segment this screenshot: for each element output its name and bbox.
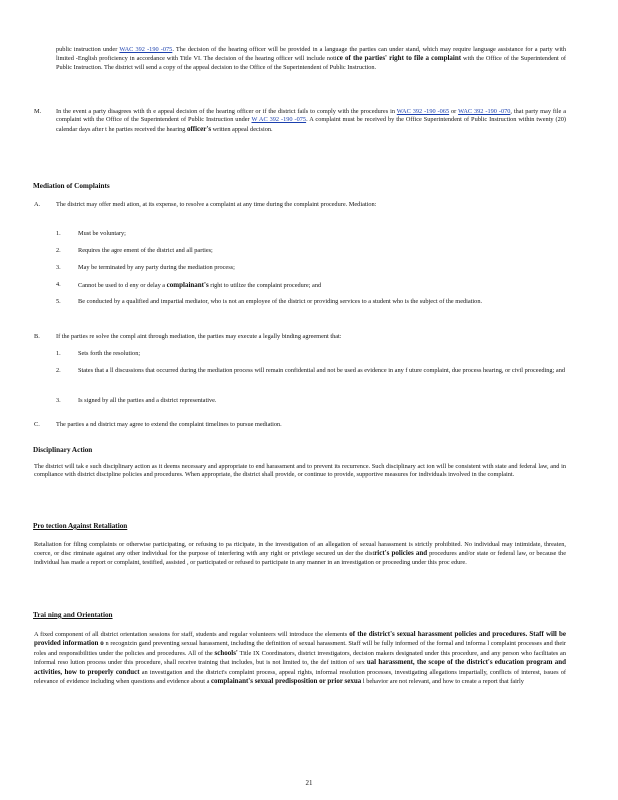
text-run: rict's policies and (374, 549, 428, 558)
mediation-heading: Mediation of Complaints (33, 182, 110, 190)
item-number: 1. (56, 350, 61, 357)
item-text: Is signed by all the parties and a district representative. (78, 397, 217, 404)
item-text: Must be voluntary; (78, 230, 126, 237)
text-run: complainant's (166, 281, 209, 289)
item-text: The district may offer medi ation, at its expense, to resolve a complaint at any time during the complaint procedure. Mediation: (56, 201, 377, 208)
text-run: schools' (214, 648, 238, 657)
text-run: l behavior are not relevant, and how to create a report that fairly (361, 678, 524, 686)
text-run: . The decision of the hearing officer will be provided in a language the parties can under stand, which may require language assistance for a party with limited -English proficiency in accordance with Title VI. The decision of the hearing officer will include noti (56, 46, 566, 63)
item-text: If the parties re solve the compl aint through mediation, the parties may execute a legally binding agreement that: (56, 333, 342, 340)
wac-link[interactable]: W AC 392 -190 -075 (251, 116, 307, 124)
item-number: 3. (56, 264, 61, 271)
item-text: States that a ll discussions that occurred during the mediation process will remain confidential and not be used as evidence in any f uture complaint, due process hearing, or civil proceeding; and (78, 367, 565, 374)
item-text: The parties a nd district may agree to extend the complaint timelines to pursue mediation. (56, 421, 282, 428)
text-run: procedures and/or state or federal law, or because the individual has made a report or complaint, testified, assisted , or participated or refused to participate in any manner in an investigation or proceeding under this proc edure. (34, 550, 566, 566)
item-number: 3. (56, 397, 61, 404)
item-text: Sets forth the resolution; (78, 350, 141, 357)
text-run: complainant's sexual predisposition or prior sexua (210, 677, 362, 686)
disciplinary-paragraph: The district will tak e such disciplinary action as it deems necessary and appropriate to end harassment and to prevent its recurrence. Such disciplinary act ion will be consistent with state and federal law, and in compliance with district discipline policies and procedures. When appropriate, the district shall provide, or continue to provide, supportive measures for individuals involved in the complaint. (34, 463, 566, 479)
item-text: May be terminated by any party during the mediation process; (78, 264, 235, 271)
item-label: C. (34, 421, 40, 428)
section-m-text (56, 108, 566, 134)
text-run: written appeal decision. (211, 125, 273, 133)
item-number: 2. (56, 247, 61, 254)
text-run: Retaliation for filing complaints or otherwise participating, or refusing to pa rticipate, in the investigation of an allegation of sexual harassment is strictly prohibited. No individual may intimidate, threaten, coerce, or disc riminate against any other individual for the purpose of interfering with any right or privilege secured un der the dist (34, 541, 566, 558)
hearing-decision-paragraph (56, 46, 566, 72)
training-paragraph (34, 630, 566, 686)
item-number: 2. (56, 367, 61, 374)
text-run: officer's (186, 124, 212, 133)
section-label: M. (34, 108, 42, 115)
retaliation-heading: Pro tection Against Retaliation (33, 522, 128, 530)
text-run: Title IX Coordinators, district investigators, decision makers designated under this procedure, and any person who facilitates an informal reso lution process under this procedure, shall receive training that includes, but is not limited to, the def inition of sex (34, 649, 566, 667)
text-run: ual harassment, the scope of the district's education program and activities, how to properly conduct (34, 658, 566, 676)
disciplinary-heading: Disciplinary Action (33, 446, 93, 454)
text-run: Cannot be used to d eny or delay a (78, 282, 167, 289)
wac-link[interactable]: WAC 392 -190 -065 (396, 108, 450, 115)
text-run: . A complaint must be received by the Office Superintendent of Public Instruction within twenty (20) calendar days after t he parties received the hearing (56, 116, 566, 133)
retaliation-paragraph (34, 541, 566, 567)
item-text: Be conducted by a qualified and impartial mediator, who is not an employee of the district or providing services to a student who is the subject of the mediation. (78, 298, 483, 305)
text-run: or (449, 108, 459, 115)
text-run: of the district's sexual harassment policies and procedures. Staff will be provided information o (34, 630, 566, 648)
text-run: A fixed component of all district orientation sessions for staff, students and regular volunteers will introduce the elements (34, 631, 350, 638)
text-run: ce of the parties' right to file a complaint (336, 54, 462, 63)
item-label: B. (34, 333, 40, 340)
page-number: 21 (305, 779, 313, 787)
training-heading: Trai ning and Orientation (33, 611, 113, 619)
text-run: n recognizin gand preventing sexual harassment, including the definition of sexual harassment. Staff will be fully informed of the formal and informa l complaint processes and their roles and responsibilities under the policies and procedures. All of the (34, 640, 566, 657)
wac-link[interactable]: WAC 392 -190 -070 (458, 108, 511, 115)
item-text: Requires the agre ement of the district and all parties; (78, 247, 213, 254)
text-run: with the Office of the Superintendent of Public Instruction. The district will send a copy of the appeal decision to the Office of the Superintendent of Public Instruction. (56, 55, 566, 71)
item-label: A. (34, 201, 41, 208)
text-run: , that party may file a complaint with the Office of the Superintendent of Public Instruction under (56, 108, 567, 124)
text-run: right to utilize the complaint procedure; and (208, 282, 322, 289)
wac-link[interactable]: WAC 392 -190 -075 (119, 46, 173, 53)
text-run: public instruction under (56, 46, 120, 53)
text-run: an investigation and the district's complaint process, appeal rights, informal resolution processes, investigating allegations impartially, conflicts of interest, issues of relevance of evidence including when questions and evidence about a (34, 668, 566, 686)
item-number: 4. (56, 281, 61, 288)
item-text (78, 281, 566, 290)
item-number: 1. (56, 230, 61, 237)
item-number: 5. (56, 298, 61, 305)
text-run: In the event a party disagrees with th e appeal decision of the hearing officer or if the district fails to comply with the procedures in (56, 108, 397, 115)
